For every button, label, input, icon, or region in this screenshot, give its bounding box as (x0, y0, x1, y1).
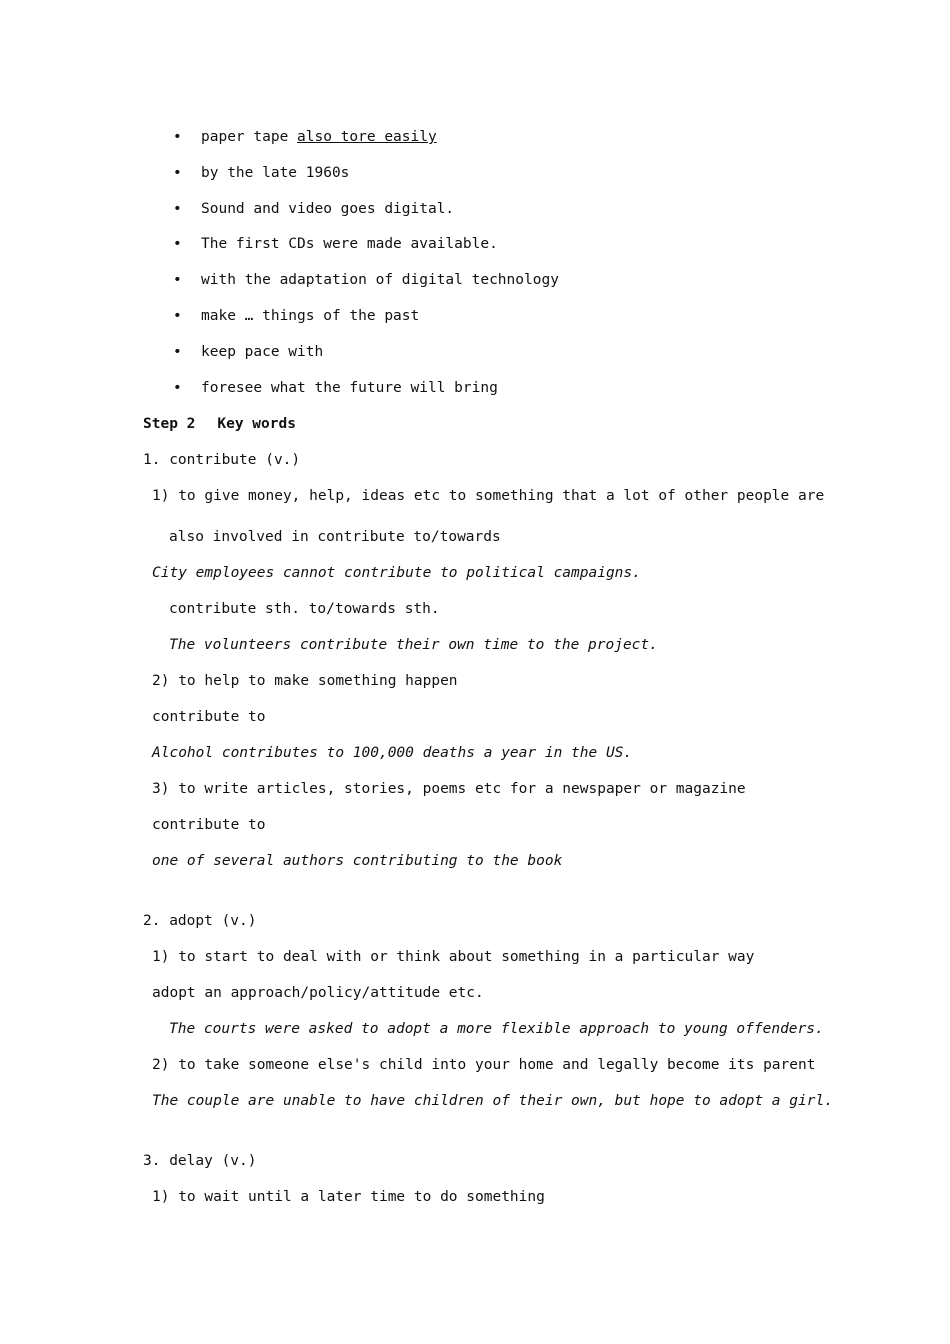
usage-pattern: adopt an approach/policy/attitude etc. (152, 985, 484, 1001)
bullet-icon: • (173, 201, 182, 217)
definition: 1) to give money, help, ideas etc to something that a lot of other people are (152, 488, 825, 504)
bullet-icon: • (173, 308, 182, 324)
bullet-text: keep pace with (201, 344, 324, 360)
bullet-text: make … things of the past (201, 308, 420, 324)
bullet-text (201, 127, 437, 147)
bullet-text: foresee what the future will bring (201, 380, 498, 396)
bullet-icon: • (173, 272, 182, 288)
bullet-text: The first CDs were made available. (201, 236, 498, 252)
bullet-text: by the late 1960s (201, 165, 350, 181)
bullet-text-plain: paper tape (201, 129, 298, 145)
usage-pattern: contribute to (152, 709, 266, 725)
bullet-icon: • (173, 129, 182, 145)
example-sentence: Alcohol contributes to 100,000 deaths a year in the US. (152, 745, 633, 761)
word-heading-delay: 3. delay (v.) (143, 1153, 257, 1169)
example-sentence: The courts were asked to adopt a more flexible approach to young offenders. (169, 1021, 824, 1037)
definition: 2) to take someone else's child into your home and legally become its parent (152, 1057, 816, 1073)
example-sentence: City employees cannot contribute to political campaigns. (152, 565, 641, 581)
bullet-icon: • (173, 380, 182, 396)
usage-pattern: contribute sth. to/towards sth. (169, 601, 440, 617)
step-title: Key words (217, 416, 296, 432)
step-heading (143, 414, 296, 434)
definition-continued: also involved in contribute to/towards (169, 529, 501, 545)
word-heading-contribute: 1. contribute (v.) (143, 452, 301, 468)
step-label: Step 2 (143, 416, 196, 432)
underlined-phrase: also tore easily (297, 129, 437, 145)
usage-pattern: contribute to (152, 817, 266, 833)
word-heading-adopt: 2. adopt (v.) (143, 913, 257, 929)
definition: 3) to write articles, stories, poems etc for a newspaper or magazine (152, 781, 746, 797)
definition: 1) to start to deal with or think about something in a particular way (152, 949, 755, 965)
definition: 1) to wait until a later time to do something (152, 1189, 545, 1205)
bullet-text: Sound and video goes digital. (201, 201, 455, 217)
example-sentence: The couple are unable to have children of their own, but hope to adopt a girl. (152, 1093, 833, 1109)
bullet-icon: • (173, 236, 182, 252)
definition: 2) to help to make something happen (152, 673, 458, 689)
example-sentence: The volunteers contribute their own time to the project. (169, 637, 658, 653)
bullet-text: with the adaptation of digital technology (201, 272, 559, 288)
bullet-icon: • (173, 344, 182, 360)
example-sentence: one of several authors contributing to the book (152, 853, 563, 869)
bullet-icon: • (173, 165, 182, 181)
